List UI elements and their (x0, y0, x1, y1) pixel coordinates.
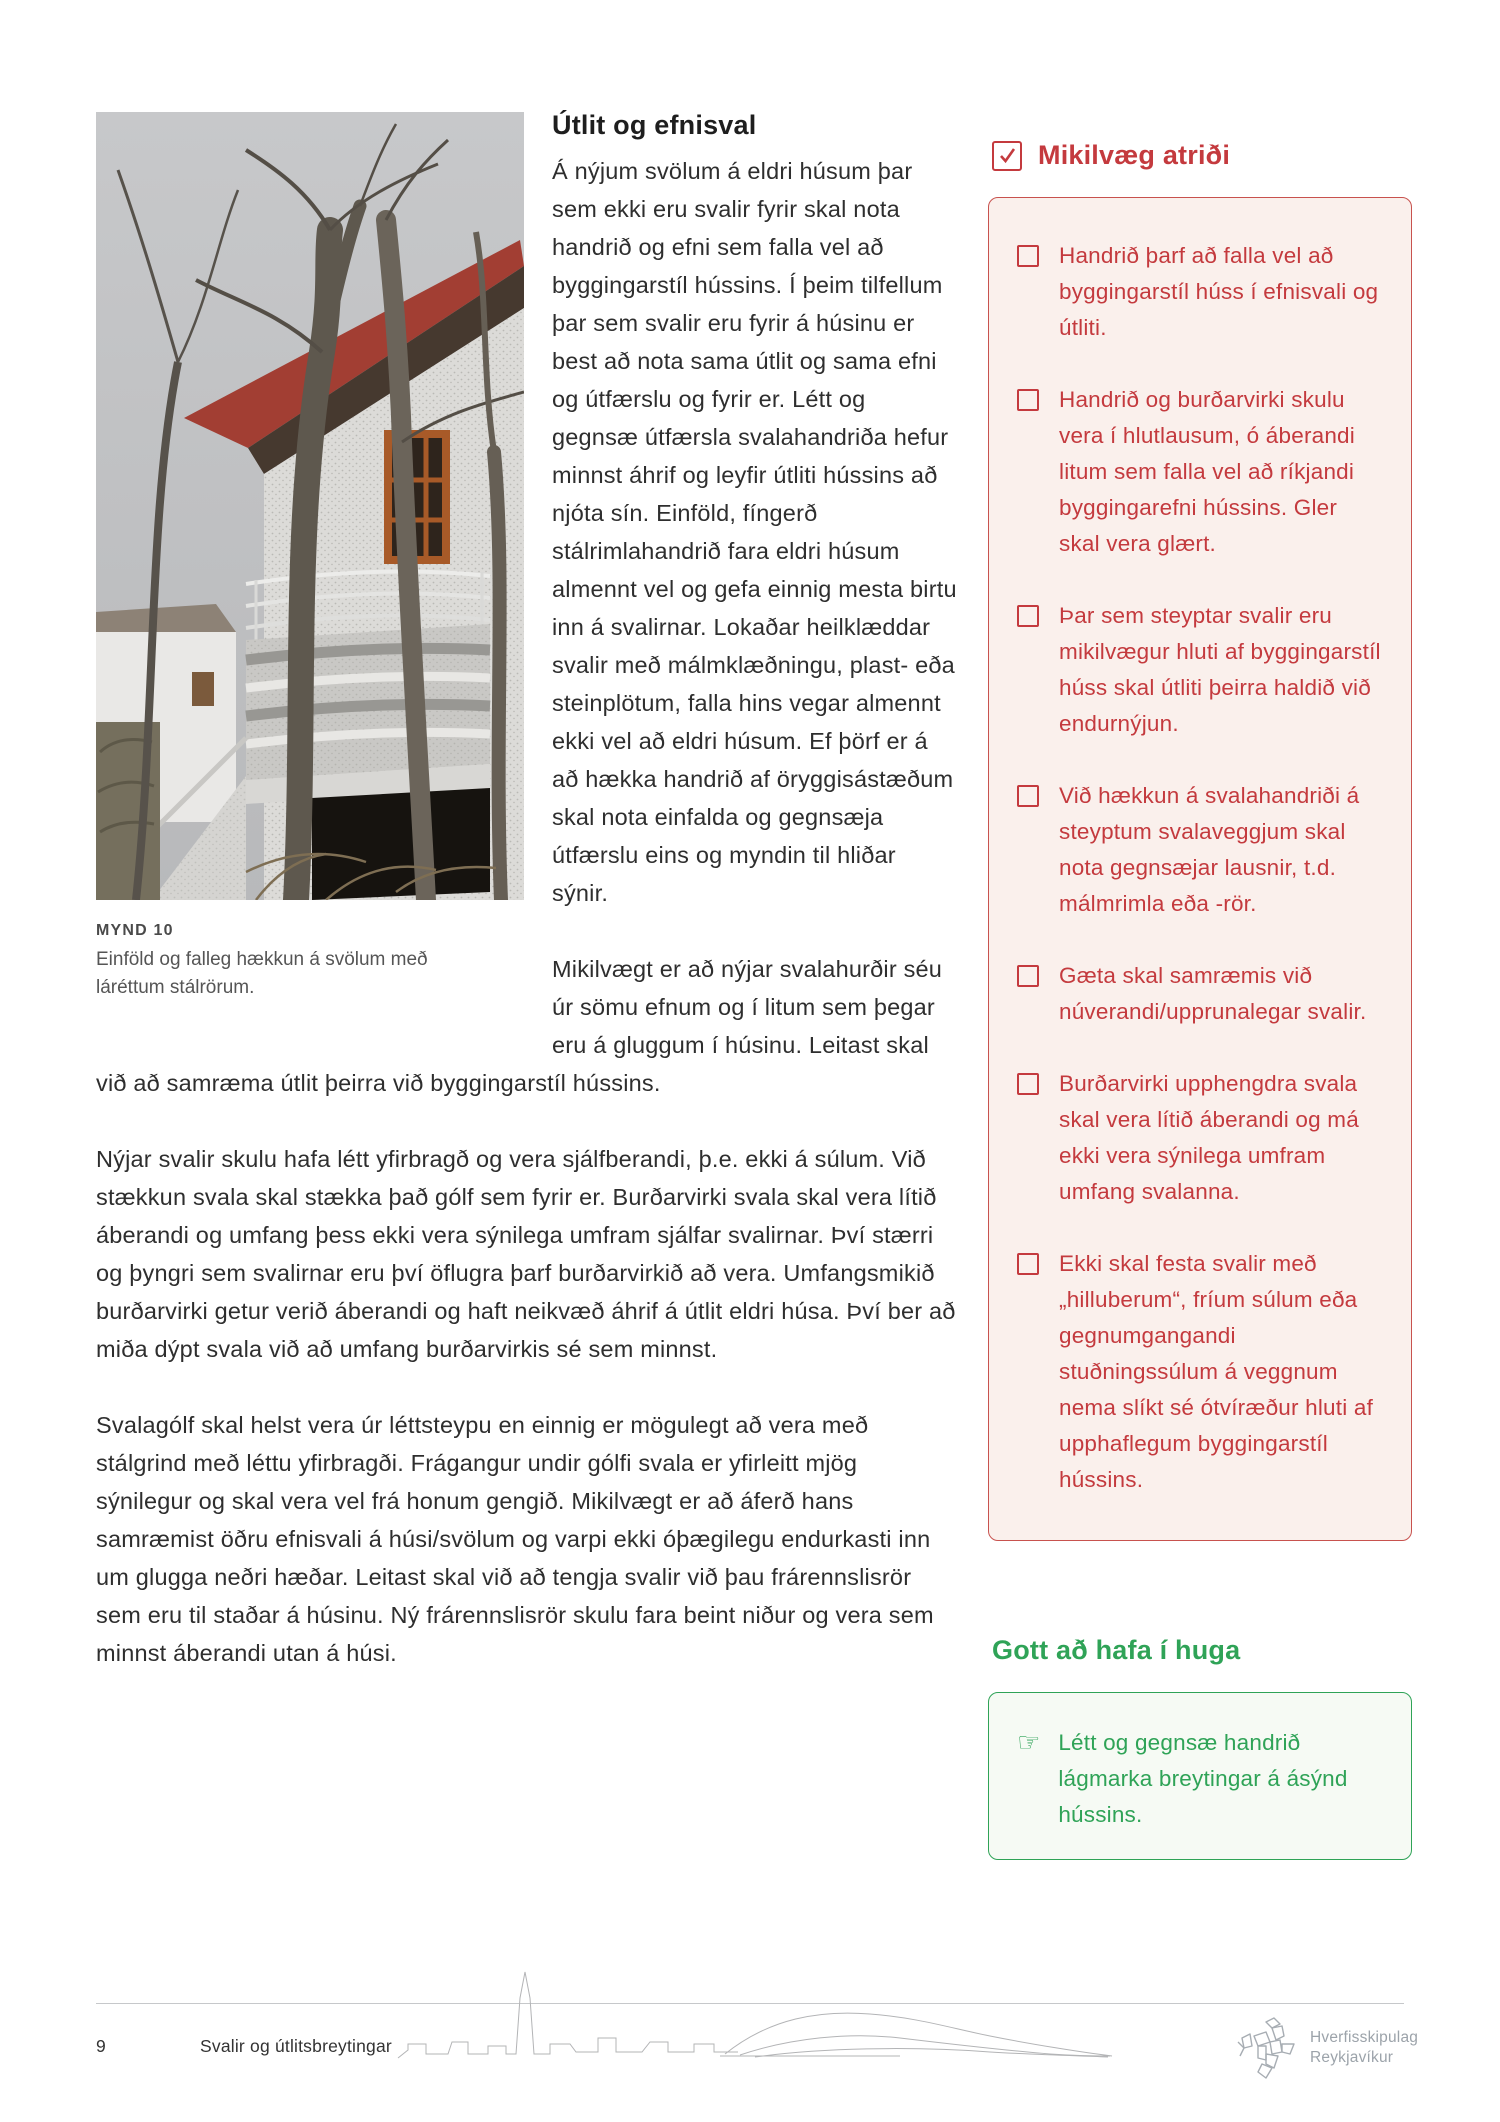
important-item-text: Burðarvirki upphengdra svala skal vera lítið áberandi og má ekki vera sýnilega umfram umfang svalanna. (1059, 1071, 1359, 1204)
footer-section-title: Svalir og útlitsbreytingar (200, 2036, 392, 2056)
important-item-text: Gæta skal samræmis við núverandi/upprunalegar svalir. (1059, 963, 1367, 1024)
empty-checkbox-icon (1017, 1253, 1039, 1275)
page-number: 9 (96, 2036, 106, 2056)
important-box (988, 197, 1412, 1541)
important-item (1017, 958, 1383, 1030)
empty-checkbox-icon (1017, 605, 1039, 627)
figure-caption-text: Einföld og falleg hækkun á svölum með láréttum stálrörum. (96, 949, 428, 998)
good-to-know-item (1017, 1725, 1383, 1833)
checked-checkbox-icon (992, 141, 1022, 171)
photo-house-balcony (96, 112, 524, 900)
sidebar (988, 140, 1412, 1860)
good-to-know-item-text: Létt og gegnsæ handrið lágmarka breytingar á ásýnd hússins. (1058, 1730, 1348, 1827)
empty-checkbox-icon (1017, 785, 1039, 807)
empty-checkbox-icon (1017, 965, 1039, 987)
important-item (1017, 1246, 1383, 1498)
figure-mynd-10 (96, 112, 524, 1002)
important-item-text: Þar sem steyptar svalir eru mikilvægur hluti af byggingarstíl húss skal útliti þeirra haldið við endurnýjun. (1059, 603, 1381, 736)
figure-caption (96, 922, 446, 1002)
pointing-hand-icon: ☞ (1017, 1728, 1041, 1758)
important-item-text: Við hækkun á svalahandriði á steyptum svalaveggjum skal nota gegnsæjar lausnir, t.d. málmrimla eða -rör. (1059, 783, 1360, 916)
important-item-text: Handrið þarf að falla vel að byggingarstíl húss í efnisvali og útliti. (1059, 243, 1379, 340)
article-paragraph: Mikilvægt er að nýjar svalahurðir séu úr sömu efnum og í litum sem þegar eru á gluggum í húsinu. Leitast skal við að samræma útlit þeirra við byggingarstíl hússins. (96, 956, 943, 1096)
important-item (1017, 598, 1383, 742)
logo-line-1: Hverfisskipulag (1310, 2029, 1419, 2046)
hverfisskipulag-logo-icon (1236, 2016, 1298, 2080)
article-paragraph: Á nýjum svölum á eldri húsum þar sem ekki eru svalir fyrir skal nota handrið og efni sem falla vel að byggingarstíl hússins. Í þeim tilfellum þar sem svalir eru fyrir á húsinu er best að nota sama útlit og sama efni og útfærslu og fyrir er. Létt og gegnsæ útfærsla svalahandriða hefur minnst áhrif og leyfir útliti hússins að njóta sín. Einföld, fíngerð stálrimlahandrið fara eldri húsum almennt vel og gefa einnig mesta birtu inn á svalirnar. Lokaðar heilklæddar svalir með málmklæðningu, plast- eða steinplötum, falla hins vegar almennt ekki vel að eldri húsum. Ef þörf er á að hækka handrið af öryggisástæðum skal nota einfalda og gegnsæja útfærslu eins og myndin til hliðar sýnir. (552, 158, 957, 906)
empty-checkbox-icon (1017, 1073, 1039, 1095)
good-to-know-title: Gott að hafa í huga (992, 1635, 1241, 1665)
important-item (1017, 1066, 1383, 1210)
important-item (1017, 778, 1383, 922)
hverfisskipulag-logo-text (1310, 2028, 1418, 2068)
important-item-text: Handrið og burðarvirki skulu vera í hlutlausum, ó áberandi litum sem falla vel að ríkjandi byggingarefni hússins. Gler skal vera glært. (1059, 387, 1355, 556)
reykjavik-skyline-drawing (390, 1952, 1120, 2077)
empty-checkbox-icon (1017, 245, 1039, 267)
important-item (1017, 382, 1383, 562)
logo-line-2: Reykjavíkur (1310, 2049, 1394, 2066)
important-header (992, 140, 1412, 171)
good-to-know-box (988, 1692, 1412, 1860)
article (96, 108, 958, 1710)
important-item (1017, 238, 1383, 346)
hverfisskipulag-logo (1236, 2016, 1418, 2080)
article-heading: Útlit og efnisval (552, 110, 757, 140)
important-item-text: Ekki skal festa svalir með „hilluberum“, fríum súlum eða gegnumgangandi stuðningssúlum á veggnum nema slíkt sé ótvíræður hluti af upphaflegum byggingarstíl hússins. (1059, 1251, 1374, 1492)
article-paragraph: Nýjar svalir skulu hafa létt yfirbragð og vera sjálfberandi, þ.e. ekki á súlum. Við stækkun svala skal stækka það gólf sem fyrir er. Burðarvirki svala skal vera lítið áberandi og umfang þess ekki vera sýnilega umfram sjálfar svalirnar. Því stærri og þyngri sem svalirnar eru því öflugra þarf burðarvirkið að vera. Umfangsmikið burðarvirki getur verið áberandi og haft neikvæð áhrif á útlit eldri húsa. Því ber að miða dýpt svala við að umfang burðarvirkis sé sem minnst. (96, 1146, 956, 1362)
article-paragraph: Svalagólf skal helst vera úr léttsteypu en einnig er mögulegt að vera með stálgrind með léttu yfirbragði. Frágangur undir gólfi svala er yfirleitt mjög sýnilegur og skal vera vel frá honum gengið. Mikilvægt er að áferð hans samræmist öðru efnisvali á húsi/svölum og varpi ekki óþægilegu endurkasti inn um glugga neðri hæðar. Leitast skal við að tengja svalir við þau frárennslisrör sem eru til staðar á húsinu. Ný frárennslisrör skulu fara beint niður og vera sem minnst áberandi utan á húsi. (96, 1412, 934, 1666)
empty-checkbox-icon (1017, 389, 1039, 411)
figure-caption-label: MYND 10 (96, 922, 174, 939)
important-title: Mikilvæg atriði (1038, 140, 1231, 170)
